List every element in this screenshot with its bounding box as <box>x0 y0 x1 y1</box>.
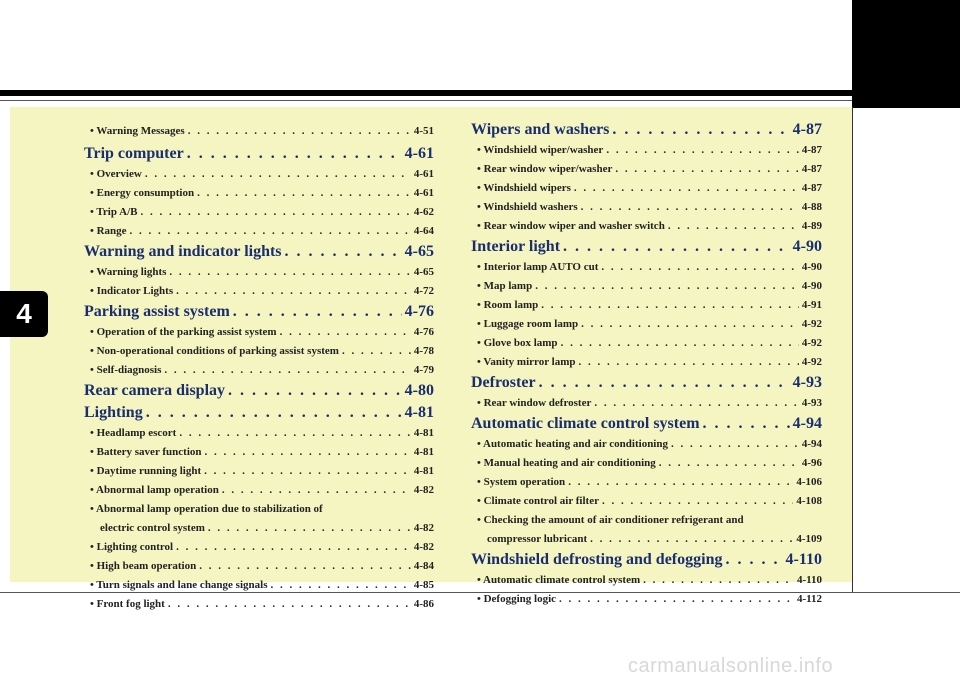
leader-dots <box>643 571 794 590</box>
page-number: 4-92 <box>801 318 822 330</box>
leader-dots <box>578 353 798 372</box>
page-number: 4-80 <box>404 382 434 399</box>
leader-dots <box>342 342 411 361</box>
toc-entry-label: • Checking the amount of air conditioner refrigerant and <box>477 514 744 526</box>
page-number: 4-64 <box>413 225 434 237</box>
page-number: 4-76 <box>413 326 434 338</box>
page-number: 4-61 <box>404 145 434 162</box>
page-number: 4-86 <box>413 598 434 610</box>
toc-entry-label: compressor lubricant <box>487 533 588 545</box>
toc-entry[interactable] <box>471 141 822 160</box>
leader-dots <box>140 203 410 222</box>
toc-entry[interactable] <box>471 530 822 549</box>
page-number: 4-84 <box>413 560 434 572</box>
page-number: 4-62 <box>413 206 434 218</box>
thin-rule <box>0 100 852 101</box>
page-number: 4-90 <box>792 238 822 255</box>
toc-entry-label: • Rear window wiper and washer switch <box>477 220 665 232</box>
leader-dots <box>559 590 794 609</box>
page-number: 4-65 <box>413 266 434 278</box>
leader-dots <box>233 301 402 323</box>
leader-dots <box>539 372 790 394</box>
leader-dots <box>581 315 799 334</box>
leader-dots <box>169 263 410 282</box>
toc-entry[interactable] <box>84 557 434 576</box>
page-number: 4-82 <box>413 541 434 553</box>
toc-entry[interactable] <box>84 165 434 184</box>
leader-dots <box>535 277 799 296</box>
toc-entry-label: • Trip A/B <box>90 206 138 218</box>
toc-entry-label: • Automatic climate control system <box>477 574 641 586</box>
leader-dots <box>659 454 799 473</box>
toc-heading[interactable] <box>471 413 822 435</box>
toc-entry-label: • Warning Messages <box>90 125 185 137</box>
toc-entry[interactable] <box>84 361 434 380</box>
leader-dots <box>590 530 793 549</box>
toc-entry-label: • Overview <box>90 168 142 180</box>
toc-heading[interactable] <box>84 241 434 263</box>
toc-heading-label: Parking assist system <box>84 303 230 320</box>
toc-entry-label: • Daytime running light <box>90 465 202 477</box>
page-number: 4-85 <box>413 579 434 591</box>
page-number: 4-81 <box>413 427 434 439</box>
leader-dots <box>176 282 411 301</box>
toc-entry[interactable] <box>84 203 434 222</box>
toc-entry-label: • Operation of the parking assist system <box>90 326 277 338</box>
toc-entry-label: • Map lamp <box>477 280 533 292</box>
toc-entry[interactable] <box>84 263 434 282</box>
toc-heading-label: Windshield defrosting and defogging <box>471 551 723 568</box>
leader-dots <box>222 481 411 500</box>
page-number: 4-76 <box>404 303 434 320</box>
page-number: 4-93 <box>792 374 822 391</box>
leader-dots <box>176 538 411 557</box>
toc-entry-label: • Self-diagnosis <box>90 364 162 376</box>
page-number: 4-87 <box>801 163 822 175</box>
toc-entry[interactable] <box>471 315 822 334</box>
page-number: 4-65 <box>404 243 434 260</box>
leader-dots <box>228 380 402 402</box>
leader-dots <box>568 473 793 492</box>
toc-entry-label: • Manual heating and air conditioning <box>477 457 656 469</box>
toc-entry[interactable] <box>471 277 822 296</box>
toc-entry[interactable] <box>84 323 434 342</box>
toc-entry[interactable] <box>84 424 434 443</box>
leader-dots <box>208 519 411 538</box>
page-number: 4-81 <box>413 465 434 477</box>
top-rule <box>0 90 960 96</box>
page-number: 4-51 <box>413 125 434 137</box>
leader-dots <box>130 222 411 241</box>
leader-dots <box>205 443 411 462</box>
toc-heading[interactable] <box>471 372 822 394</box>
toc-right-column <box>471 119 822 609</box>
page-number: 4-109 <box>796 533 822 545</box>
toc-heading-label: Interior light <box>471 238 561 255</box>
page-number: 4-61 <box>413 168 434 180</box>
toc-entry[interactable] <box>84 538 434 557</box>
page-number: 4-89 <box>801 220 822 232</box>
toc-heading[interactable] <box>84 301 434 323</box>
toc-entry[interactable] <box>471 511 822 530</box>
toc-entry-label: • Vanity mirror lamp <box>477 356 576 368</box>
toc-heading-label: Rear camera display <box>84 382 226 399</box>
page-number: 4-92 <box>801 356 822 368</box>
toc-entry-label: • Lighting control <box>90 541 174 553</box>
toc-entry[interactable] <box>471 571 822 590</box>
toc-entry-label: • Glove box lamp <box>477 337 558 349</box>
toc-entry-label: • Turn signals and lane change signals <box>90 579 268 591</box>
leader-dots <box>581 198 799 217</box>
toc-entry[interactable] <box>84 595 434 614</box>
leader-dots <box>606 141 799 160</box>
page-number: 4-106 <box>796 476 822 488</box>
leader-dots <box>204 462 411 481</box>
toc-entry-label: • Energy consumption <box>90 187 195 199</box>
leader-dots <box>270 576 410 595</box>
toc-entry-label: • Range <box>90 225 127 237</box>
toc-entry[interactable] <box>84 519 434 538</box>
leader-dots <box>602 492 793 511</box>
leader-dots <box>187 143 402 165</box>
page-number: 4-82 <box>413 484 434 496</box>
toc-heading-label: Wipers and washers <box>471 121 610 138</box>
toc-entry-label: • High beam operation <box>90 560 197 572</box>
leader-dots <box>280 323 411 342</box>
page-number: 4-90 <box>801 261 822 273</box>
toc-entry-label: • Front fog light <box>90 598 165 610</box>
leader-dots <box>146 402 402 424</box>
toc-entry[interactable] <box>471 590 822 609</box>
leader-dots <box>563 236 790 258</box>
toc-heading[interactable] <box>471 549 822 571</box>
toc-entry[interactable] <box>84 282 434 301</box>
toc-heading-label: Lighting <box>84 404 143 421</box>
leader-dots <box>574 179 799 198</box>
toc-entry[interactable] <box>471 198 822 217</box>
toc-entry-label: • Automatic heating and air conditioning <box>477 438 668 450</box>
toc-entry[interactable] <box>471 353 822 372</box>
page-number: 4-81 <box>413 446 434 458</box>
toc-heading[interactable] <box>84 402 434 424</box>
page-number: 4-78 <box>413 345 434 357</box>
toc-heading-label: Defroster <box>471 374 536 391</box>
toc-entry-label: • Climate control air filter <box>477 495 599 507</box>
toc-entry-label: • Non-operational conditions of parking assist system <box>90 345 339 357</box>
page-number: 4-94 <box>792 415 822 432</box>
page-number: 4-79 <box>413 364 434 376</box>
page-number: 4-81 <box>404 404 434 421</box>
toc-entry-label: • Headlamp escort <box>90 427 177 439</box>
page-number: 4-87 <box>801 182 822 194</box>
leader-dots <box>179 424 410 443</box>
toc-entry-label: • Defogging logic <box>477 593 557 605</box>
toc-entry[interactable] <box>471 296 822 315</box>
toc-entry-label: • Indicator Lights <box>90 285 174 297</box>
page-number: 4-96 <box>801 457 822 469</box>
page-number: 4-110 <box>796 574 822 586</box>
toc-heading[interactable] <box>84 143 434 165</box>
page-number: 4-61 <box>413 187 434 199</box>
toc-entry-label: • Windshield wiper/washer <box>477 144 604 156</box>
toc-entry[interactable] <box>471 334 822 353</box>
toc-entry-label: • Abnormal lamp operation due to stabilization of <box>90 503 323 515</box>
toc-entry[interactable] <box>471 258 822 277</box>
page-number: 4-72 <box>413 285 434 297</box>
leader-dots <box>188 119 411 143</box>
leader-dots <box>285 241 402 263</box>
toc-entry[interactable] <box>471 492 822 511</box>
toc-entry-label: • Interior lamp AUTO cut <box>477 261 599 273</box>
page-number: 4-112 <box>796 593 822 605</box>
leader-dots <box>601 258 798 277</box>
leader-dots <box>197 184 411 203</box>
page-number: 4-110 <box>785 551 822 568</box>
chapter-tab: 4 <box>0 291 48 337</box>
page-number: 4-87 <box>801 144 822 156</box>
page-number: 4-93 <box>801 397 822 409</box>
toc-heading-label: Warning and indicator lights <box>84 243 282 260</box>
page-number: 4-91 <box>801 299 822 311</box>
page-number: 4-92 <box>801 337 822 349</box>
toc-entry[interactable] <box>84 342 434 361</box>
toc-entry[interactable] <box>471 217 822 236</box>
toc-entry[interactable] <box>471 160 822 179</box>
toc-entry[interactable] <box>84 481 434 500</box>
toc-heading[interactable] <box>471 119 822 141</box>
toc-entry-label: • Battery saver function <box>90 446 202 458</box>
toc-entry-label: • Windshield wipers <box>477 182 571 194</box>
page-number: 4-88 <box>801 201 822 213</box>
watermark: carmanualsonline.info <box>628 655 834 677</box>
toc-entry[interactable] <box>84 500 434 519</box>
toc-entry[interactable] <box>471 394 822 413</box>
toc-left-column <box>84 119 434 614</box>
page-number: 4-90 <box>801 280 822 292</box>
page-number: 4-94 <box>801 438 822 450</box>
leader-dots <box>703 413 790 435</box>
toc-entry[interactable] <box>84 222 434 241</box>
page-number: 4-108 <box>796 495 822 507</box>
leader-dots <box>668 217 799 236</box>
toc-entry-label: • Room lamp <box>477 299 539 311</box>
toc-entry-label: • Windshield washers <box>477 201 578 213</box>
leader-dots <box>594 394 798 413</box>
leader-dots <box>164 361 410 380</box>
page-number: 4-82 <box>413 522 434 534</box>
leader-dots <box>615 160 798 179</box>
toc-entry[interactable] <box>471 473 822 492</box>
toc-entry-label: • Warning lights <box>90 266 167 278</box>
toc-entry[interactable] <box>84 462 434 481</box>
toc-entry-label: • System operation <box>477 476 566 488</box>
leader-dots <box>541 296 799 315</box>
leader-dots <box>671 435 799 454</box>
toc-entry[interactable] <box>471 435 822 454</box>
toc-entry[interactable] <box>84 184 434 203</box>
toc-entry[interactable] <box>84 443 434 462</box>
toc-entry-label: electric control system <box>100 522 205 534</box>
page-number: 4-87 <box>792 121 822 138</box>
leader-dots <box>199 557 411 576</box>
toc-entry-label: • Rear window wiper/washer <box>477 163 613 175</box>
toc-entry[interactable] <box>471 179 822 198</box>
toc-entry-label: • Abnormal lamp operation <box>90 484 219 496</box>
toc-heading[interactable] <box>471 236 822 258</box>
vertical-divider <box>852 107 853 592</box>
toc-entry[interactable] <box>84 576 434 595</box>
toc-heading-label: Automatic climate control system <box>471 415 700 432</box>
toc-entry-label: • Luggage room lamp <box>477 318 579 330</box>
toc-entry[interactable] <box>471 454 822 473</box>
leader-dots <box>168 595 411 614</box>
toc-heading[interactable] <box>84 380 434 402</box>
toc-entry-label: • Rear window defroster <box>477 397 592 409</box>
leader-dots <box>145 165 411 184</box>
leader-dots <box>612 119 789 141</box>
leader-dots <box>561 334 799 353</box>
toc-heading-label: Trip computer <box>84 145 184 162</box>
leader-dots <box>725 549 782 571</box>
toc-entry[interactable] <box>84 119 434 143</box>
